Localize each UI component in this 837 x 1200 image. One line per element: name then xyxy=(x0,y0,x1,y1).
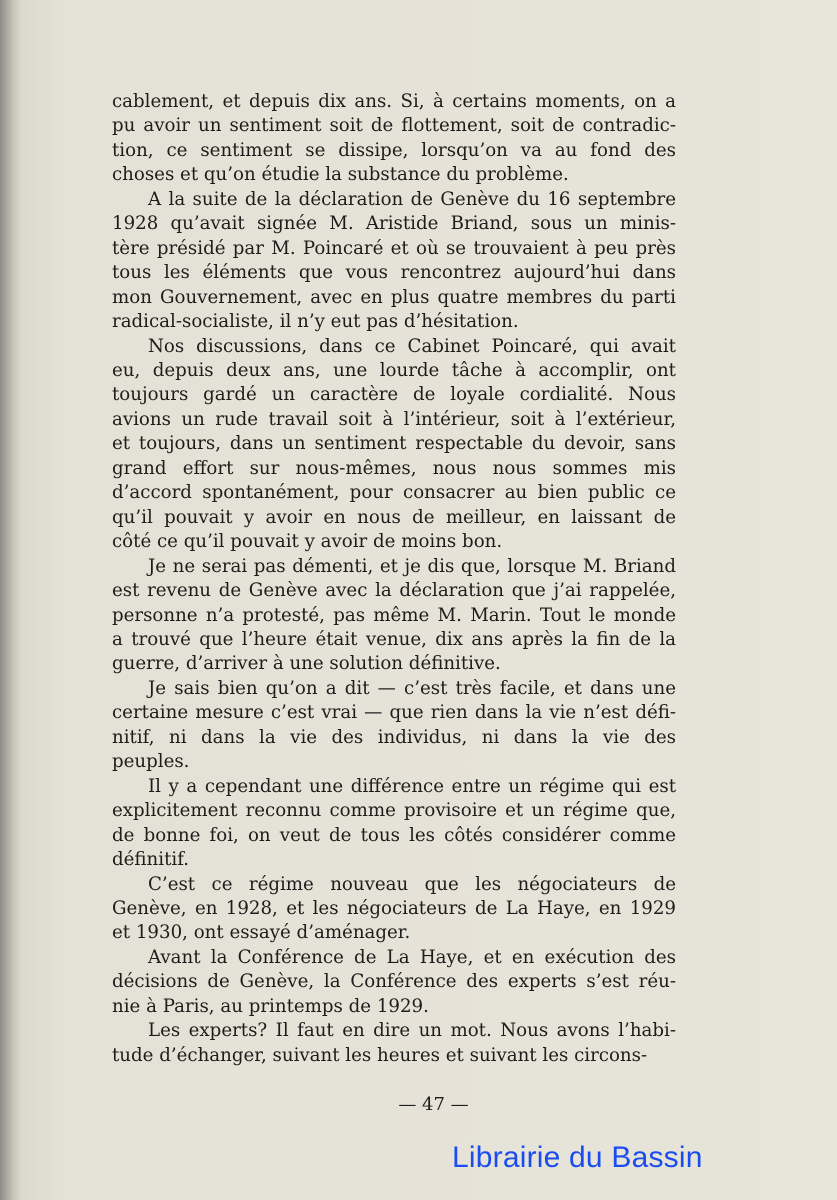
text-line: définitif. xyxy=(112,849,190,871)
text-line: Les experts? Il faut en dire un mot. Nous avons l’habi- xyxy=(148,1020,676,1042)
text-line: Il y a cependant une différence entre un régime qui est xyxy=(148,775,676,797)
text-line: nie à Paris, au printemps de 1929. xyxy=(112,995,429,1017)
text-line: et 1930, ont essayé d’aménager. xyxy=(112,922,411,944)
text-line: tude d’échanger, suivant les heures et suivant les circons- xyxy=(112,1044,648,1066)
text-line: qu’il pouvait y avoir en nous de meilleur, en laissant de xyxy=(112,506,676,528)
text-line: côté ce qu’il pouvait y avoir de moins bon. xyxy=(112,531,503,553)
text-line: Avant la Conférence de La Haye, et en exécution des xyxy=(148,946,676,968)
text-line: Genève, en 1928, et les négociateurs de La Haye, en 1929 xyxy=(112,897,676,919)
text-line: Je ne serai pas démenti, et je dis que, lorsque M. Briand xyxy=(148,555,676,577)
text-line: d’accord spontanément, pour consacrer au bien public ce xyxy=(112,482,676,504)
text-line: radical-socialiste, il n’y eut pas d’hésitation. xyxy=(112,311,519,333)
text-line: mon Gouvernement, avec en plus quatre membres du parti xyxy=(112,286,676,308)
text-line: toujours gardé un caractère de loyale cordialité. Nous xyxy=(112,384,676,406)
text-line: personne n’a protesté, pas même M. Marin. Tout le monde xyxy=(112,604,676,626)
text-line: nitif, ni dans la vie des individus, ni dans la vie des xyxy=(112,726,676,748)
text-line: Je sais bien qu’on a dit — c’est très facile, et dans une xyxy=(148,677,676,699)
text-line: tion, ce sentiment se dissipe, lorsqu’on va au fond des xyxy=(112,139,676,161)
text-line: peuples. xyxy=(112,751,190,773)
text-line: tère présidé par M. Poincaré et où se trouvaient à peu près xyxy=(112,237,676,259)
text-line: cablement, et depuis dix ans. Si, à certains moments, on a xyxy=(112,91,676,112)
text-line: choses et qu’on étudie la substance du problème. xyxy=(112,164,569,186)
text-line: explicitement reconnu comme provisoire et un régime que, xyxy=(112,800,676,822)
text-line: Nos discussions, dans ce Cabinet Poincaré, qui avait xyxy=(148,335,676,357)
text-line: A la suite de la déclaration de Genève du 16 septembre xyxy=(148,188,676,210)
page-body-text xyxy=(112,90,676,1068)
page-number: — 47 — xyxy=(398,1094,469,1115)
text-line: et toujours, dans un sentiment respectable du devoir, sans xyxy=(112,433,676,455)
watermark: Librairie du Bassin xyxy=(452,1141,703,1174)
text-line: de bonne foi, on veut de tous les côtés considérer comme xyxy=(112,824,676,846)
text-line: grand effort sur nous-mêmes, nous nous sommes mis xyxy=(112,457,676,479)
text-line: eu, depuis deux ans, une lourde tâche à accomplir, ont xyxy=(112,359,676,381)
text-line: guerre, d’arriver à une solution définitive. xyxy=(112,653,501,675)
text-line: décisions de Genève, la Conférence des experts s’est réu- xyxy=(112,971,676,993)
text-line: a trouvé que l’heure était venue, dix ans après la fin de la xyxy=(112,628,676,650)
text-line: est revenu de Genève avec la déclaration que j’ai rappelée, xyxy=(112,580,676,602)
text-line: 1928 qu’avait signée M. Aristide Briand, sous un minis- xyxy=(112,213,676,235)
text-line: certaine mesure c’est vrai — que rien dans la vie n’est défi- xyxy=(112,702,676,724)
text-line: C’est ce régime nouveau que les négociateurs de xyxy=(148,873,676,895)
text-line: pu avoir un sentiment soit de flottement, soit de contradic- xyxy=(112,115,676,137)
text-line: tous les éléments que vous rencontrez aujourd’hui dans xyxy=(112,262,676,284)
text-line: avions un rude travail soit à l’intérieur, soit à l’extérieur, xyxy=(112,408,676,430)
